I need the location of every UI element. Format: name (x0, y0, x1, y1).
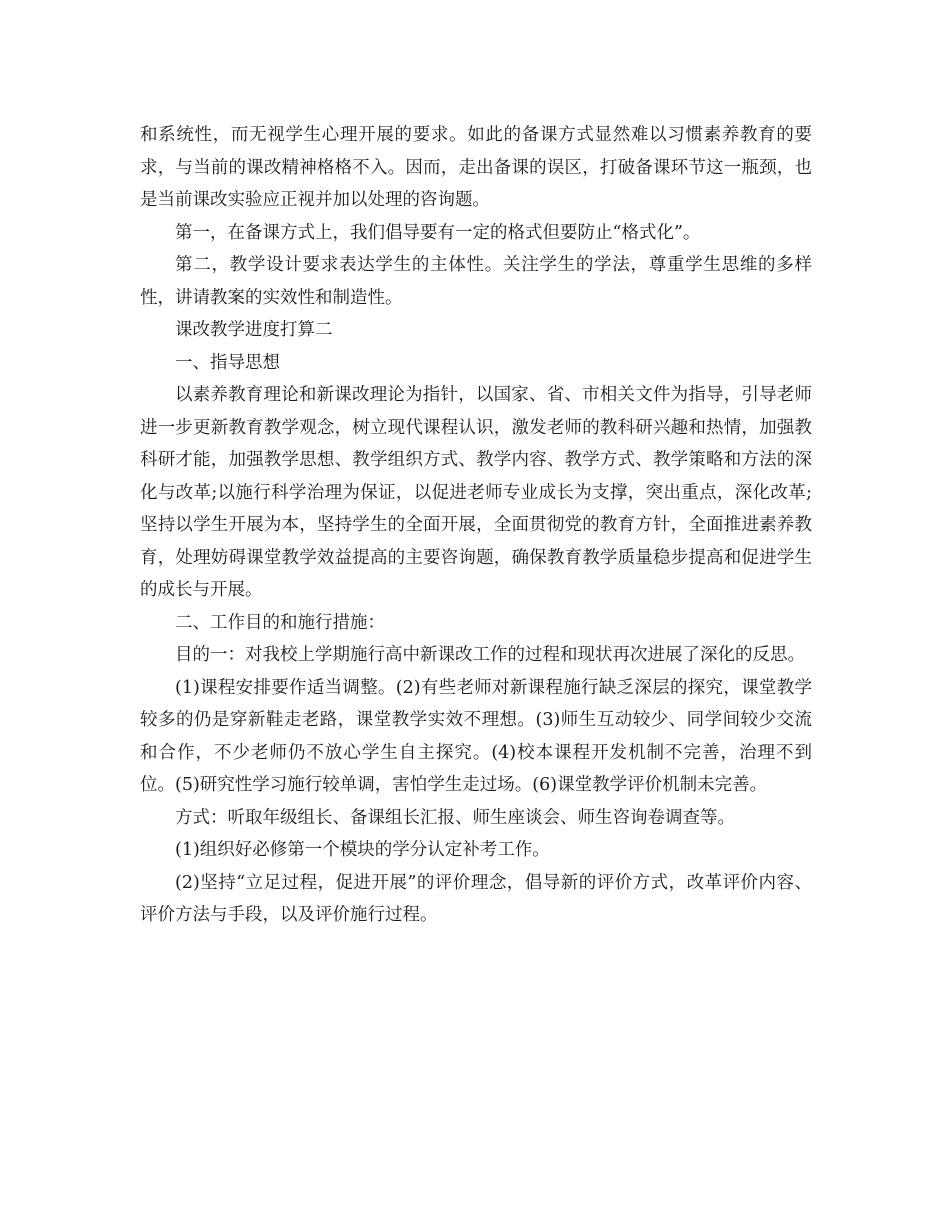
paragraph-first-point: 第一，在备课方式上，我们倡导要有一定的格式但要防止“格式化”。 (175, 222, 701, 243)
document-body (140, 119, 812, 932)
heading-work-goals: 二、工作目的和施行措施： (175, 612, 385, 633)
paragraph-goal-one: 目的一：对我校上学期施行高中新课改工作的过程和现状再次进展了深化的反思。 (175, 645, 805, 665)
heading-guiding-ideology: 一、指导思想 (175, 352, 280, 373)
paragraph-method: 方式：听取年级组长、备课组长汇报、师生座谈会、师生咨询卷调查等。 (175, 807, 735, 828)
paragraph-problem-list: (1)课程安排要作适当调整。(2)有些老师对新课程施行缺乏深层的探究，课堂教学较多的仍是穿新鞋走老路，课堂教学实效不理想。(3)师生互动较少、同学间较少交流和合作，不少老师仍不放心学生自主探究。(4)校本课程开发机制不完善，治理不到位。(5)研究性学习施行较单调，害怕学生走过场。(6)课堂教学评价机制未完善。 (140, 677, 812, 795)
paragraph-continuation: 和系统性，而无视学生心理开展的要求。如此的备课方式显然难以习惯素养教育的要求，与当前的课改精神格格不入。因而，走出备课的误区，打破备课环节这一瓶颈，也是当前课改实验应正视并加以处理的咨询题。 (140, 125, 812, 210)
paragraph-second-point: 第二，教学设计要求表达学生的主体性。关注学生的学法，尊重学生思维的多样性，讲请教案的实效性和制造性。 (140, 255, 812, 308)
section-title: 课改教学进度打算二 (175, 320, 333, 340)
paragraph-guiding-ideology: 以素养教育理论和新课改理论为指针，以国家、省、市相关文件为指导，引导老师进一步更新教育教学观念，树立现代课程认识，激发老师的教科研兴趣和热情，加强教科研才能，加强教学思想、教学组织方式、教学内容、教学方式、教学策略和方法的深化与改革;以施行科学治理为保证，以促进老师专业成长为支撑，突出重点，深化改革;坚持以学生开展为本，坚持学生的全面开展，全面贯彻党的教育方针，全面推进素养教育，处理妨碍课堂教学效益提高的主要咨询题，确保教育教学质量稳步提高和促进学生的成长与开展。 (140, 385, 812, 600)
paragraph-item-one: (1)组织好必修第一个模块的学分认定补考工作。 (175, 840, 550, 860)
paragraph-item-two: (2)坚持“立足过程，促进开展”的评价理念，倡导新的评价方式，改革评价内容、评价方法与手段，以及评价施行过程。 (140, 872, 812, 925)
